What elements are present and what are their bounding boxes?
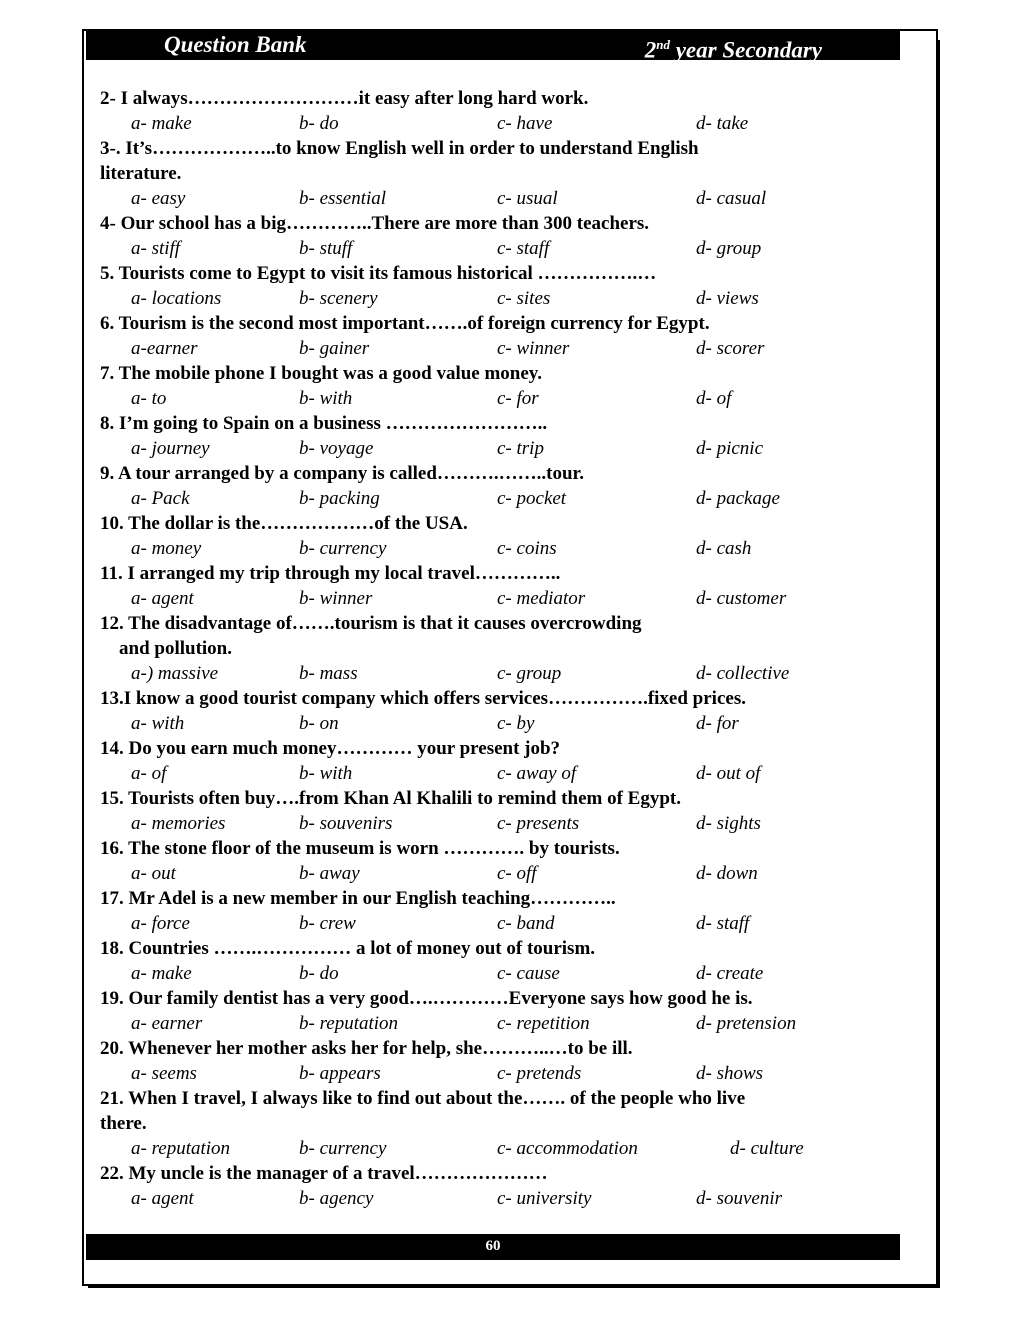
option-b: b- currency (299, 538, 387, 559)
question-text: 19. Our family dentist has a very good….…………Everyone says how good he is. (100, 988, 753, 1009)
option-c: c- mediator (497, 588, 586, 609)
options-row (100, 586, 860, 611)
option-b: b- crew (299, 913, 356, 934)
options-row (100, 111, 860, 136)
option-c: c- cause (497, 963, 560, 984)
option-b: b- scenery (299, 288, 378, 309)
question-list (100, 86, 860, 1211)
option-a: a- locations (131, 288, 222, 309)
options-row (100, 236, 860, 261)
option-b: b- do (299, 963, 339, 984)
question-text: 20. Whenever her mother asks her for help, she………..…to be ill. (100, 1038, 633, 1059)
options-row (100, 536, 860, 561)
option-b: b- away (299, 863, 360, 884)
option-c: c- winner (497, 338, 570, 359)
options-row (100, 1136, 860, 1161)
options-row (100, 861, 860, 886)
option-a: a- reputation (131, 1138, 231, 1159)
options-row (100, 811, 860, 836)
option-d: d- sights (696, 813, 761, 834)
option-d: d- for (696, 713, 739, 734)
option-a: a- earner (131, 1013, 203, 1034)
option-c: c- band (497, 913, 555, 934)
option-d: d- package (696, 488, 780, 509)
option-c: c- have (497, 113, 553, 134)
question-text: 8. I’m going to Spain on a business …………………….. (100, 413, 548, 434)
options-row (100, 911, 860, 936)
options-row (100, 186, 860, 211)
options-row (100, 1011, 860, 1036)
question-text: 3-. It’s………………..to know English well in order to understand English (100, 138, 699, 159)
option-c: c- university (497, 1188, 592, 1209)
option-b: b- voyage (299, 438, 374, 459)
option-b: b- do (299, 113, 339, 134)
question-text: 14. Do you earn much money………… your present job? (100, 738, 561, 759)
option-a: a-earner (131, 338, 198, 359)
option-a: a- make (131, 963, 192, 984)
option-b: b- souvenirs (299, 813, 393, 834)
option-b: b- gainer (299, 338, 370, 359)
option-d: d- out of (696, 763, 761, 784)
option-a: a- force (131, 913, 190, 934)
option-b: b- mass (299, 663, 358, 684)
option-a: a- out (131, 863, 176, 884)
option-b: b- winner (299, 588, 373, 609)
option-b: b- agency (299, 1188, 374, 1209)
question-text: 10. The dollar is the………………of the USA. (100, 513, 468, 534)
question-text-continued: there. (100, 1113, 147, 1134)
option-a: a- with (131, 713, 185, 734)
option-a: a- money (131, 538, 202, 559)
option-a: a- agent (131, 1188, 194, 1209)
option-c: c- pretends (497, 1063, 582, 1084)
question-text: 4- Our school has a big…………..There are more than 300 teachers. (100, 213, 650, 234)
option-a: a- agent (131, 588, 194, 609)
option-a: a- stiff (131, 238, 181, 259)
option-c: c- sites (497, 288, 551, 309)
option-d: d- of (696, 388, 732, 409)
option-b: b- on (299, 713, 339, 734)
options-row (100, 486, 860, 511)
options-row (100, 286, 860, 311)
options-row (100, 386, 860, 411)
options-row (100, 1061, 860, 1086)
option-b: b- with (299, 763, 353, 784)
question-text: 16. The stone floor of the museum is worn …………. by tourists. (100, 838, 620, 859)
question-text: 21. When I travel, I always like to find out about the……. of the people who live (100, 1088, 746, 1109)
option-d: d- shows (696, 1063, 764, 1084)
option-d: d- customer (696, 588, 787, 609)
options-row (100, 1186, 860, 1211)
option-c: c- staff (497, 238, 550, 259)
question-text-continued: and pollution. (100, 638, 232, 659)
question-text: 7. The mobile phone I bought was a good value money. (100, 363, 543, 384)
option-a: a- make (131, 113, 192, 134)
option-c: c- group (497, 663, 562, 684)
question-text: 5. Tourists come to Egypt to visit its famous historical …………….… (100, 263, 657, 284)
option-b: b- packing (299, 488, 380, 509)
option-b: b- reputation (299, 1013, 399, 1034)
option-a: a-) massive (131, 663, 219, 684)
option-b: b- appears (299, 1063, 381, 1084)
question-text: 12. The disadvantage of…….tourism is that it causes overcrowding (100, 613, 642, 634)
option-c: c- away of (497, 763, 577, 784)
option-a: a- to (131, 388, 167, 409)
option-c: c- presents (497, 813, 580, 834)
option-d: d- group (696, 238, 762, 259)
option-c: c- usual (497, 188, 558, 209)
option-d: d- picnic (696, 438, 764, 459)
options-row (100, 711, 860, 736)
option-d: d- collective (696, 663, 790, 684)
option-d: d- cash (696, 538, 752, 559)
option-a: a- memories (131, 813, 226, 834)
option-c: c- pocket (497, 488, 567, 509)
question-text: 13.I know a good tourist company which offers services…………….fixed prices. (100, 688, 746, 709)
question-text: 6. Tourism is the second most important…….of foreign currency for Egypt. (100, 313, 710, 334)
option-b: b- stuff (299, 238, 353, 259)
option-c: c- off (497, 863, 537, 884)
question-text-continued: literature. (100, 163, 182, 184)
option-d: d- create (696, 963, 764, 984)
option-a: a- easy (131, 188, 186, 209)
option-c: c- repetition (497, 1013, 590, 1034)
options-row (100, 436, 860, 461)
page-header (86, 30, 900, 63)
page-footer (86, 1234, 900, 1260)
question-text: 2- I always………………………it easy after long hard work. (100, 88, 589, 109)
options-row (100, 661, 860, 686)
option-d: d- casual (696, 188, 767, 209)
question-text: 18. Countries …….…………… a lot of money out of tourism. (100, 938, 596, 959)
question-text: 22. My uncle is the manager of a travel………………… (100, 1163, 548, 1184)
header-title: Question Bank (164, 32, 307, 57)
option-c: c- coins (497, 538, 557, 559)
question-text: 17. Mr Adel is a new member in our English teaching………….. (100, 888, 616, 909)
options-row (100, 336, 860, 361)
option-d: d- culture (730, 1138, 804, 1159)
option-d: d- take (696, 113, 749, 134)
option-c: c- accommodation (497, 1138, 638, 1159)
option-b: b- with (299, 388, 353, 409)
option-c: c- for (497, 388, 539, 409)
options-row (100, 961, 860, 986)
question-text: 9. A tour arranged by a company is called……….……..tour. (100, 463, 584, 484)
option-d: d- down (696, 863, 758, 884)
option-c: c- by (497, 713, 535, 734)
option-a: a- Pack (131, 488, 190, 509)
option-b: b- essential (299, 188, 387, 209)
option-d: d- staff (696, 913, 750, 934)
option-a: a- journey (131, 438, 210, 459)
option-d: d- views (696, 288, 759, 309)
page-number: 60 (485, 1238, 501, 1254)
option-b: b- currency (299, 1138, 387, 1159)
options-row (100, 761, 860, 786)
option-d: d- scorer (696, 338, 765, 359)
header-grade: 2nd year Secondary (644, 37, 822, 63)
option-d: d- souvenir (696, 1188, 783, 1209)
option-a: a- of (131, 763, 167, 784)
option-d: d- pretension (696, 1013, 797, 1034)
question-text: 11. I arranged my trip through my local travel………….. (100, 563, 561, 584)
question-text: 15. Tourists often buy….from Khan Al Khalili to remind them of Egypt. (100, 788, 681, 809)
option-a: a- seems (131, 1063, 197, 1084)
option-c: c- trip (497, 438, 544, 459)
